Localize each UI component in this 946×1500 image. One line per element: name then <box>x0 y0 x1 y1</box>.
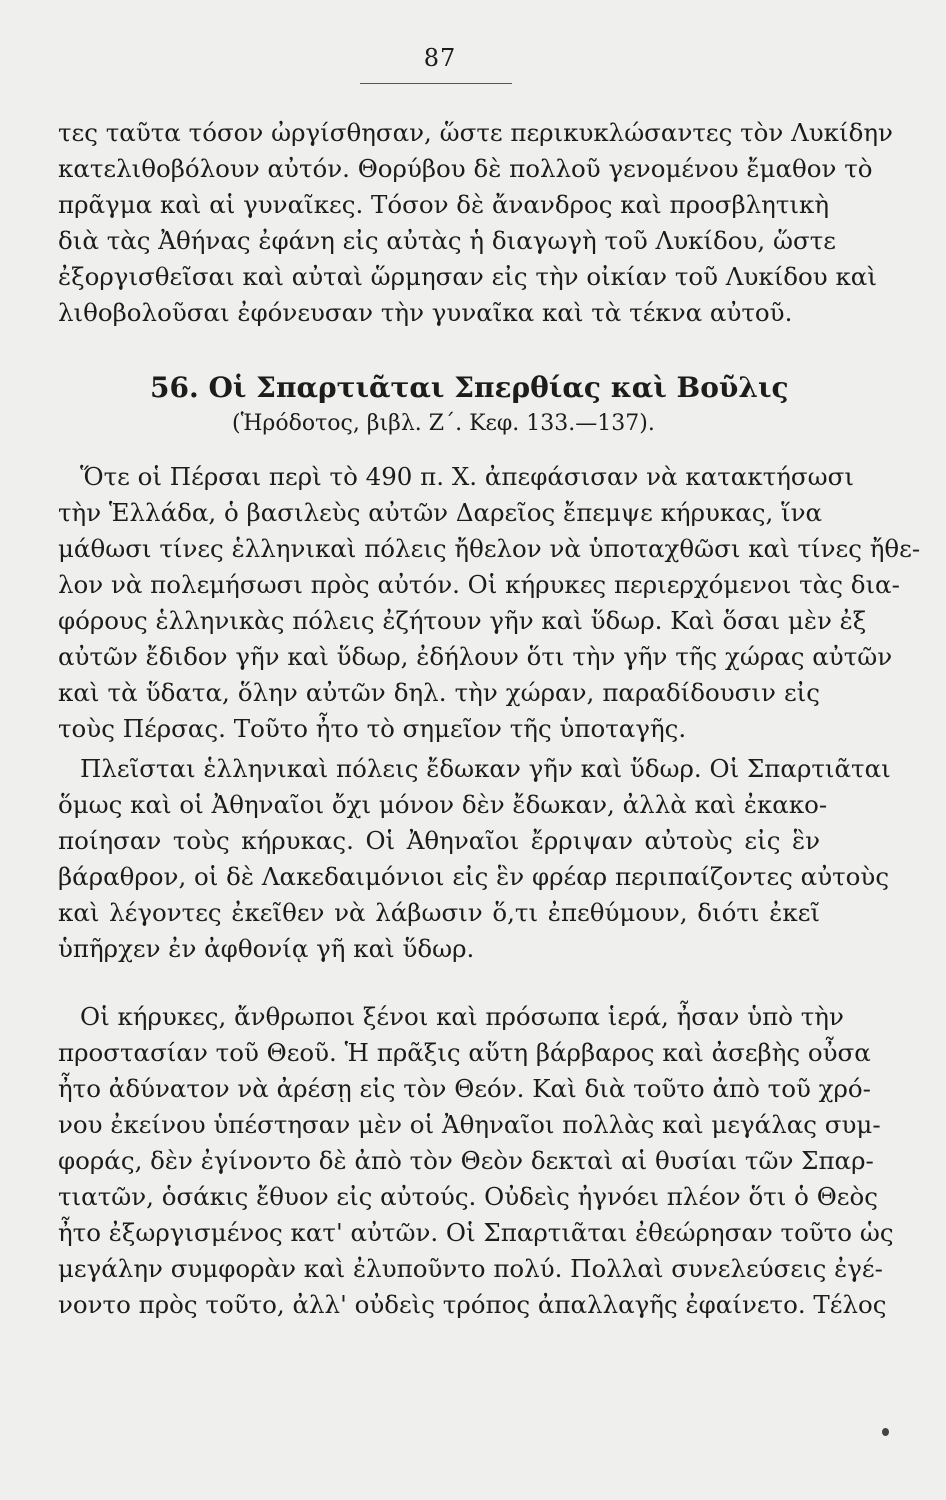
text-line: νου ἐκείνου ὑπέστησαν μὲν οἱ Ἀθηναῖοι πολλὰς καὶ μεγάλας συμ- <box>58 1110 881 1139</box>
page-number: 87 <box>423 44 457 72</box>
text-line: νοντο πρὸς τοῦτο, ἀλλ' οὐδεὶς τρόπος ἀπαλλαγῆς ἐφαίνετο. Τέλος <box>58 1290 887 1319</box>
text-line: Ὅτε οἱ Πέρσαι περὶ τὸ 490 π. Χ. ἀπεφάσισαν νὰ κατακτήσωσι <box>80 462 854 491</box>
text-line: πρᾶγμα καὶ αἱ γυναῖκες. Τόσον δὲ ἄνανδρος καὶ προσβλητικὴ <box>58 190 829 219</box>
text-line: λον νὰ πολεμήσωσι πρὸς αὐτόν. Οἱ κήρυκες περιερχόμενοι τὰς δια- <box>58 570 900 599</box>
text-line: μεγάλην συμφορὰν καὶ ἐλυποῦντο πολύ. Πολλαὶ συνελεύσεις ἐγέ- <box>58 1254 883 1283</box>
text-line: ὅμως καὶ οἱ Ἀθηναῖοι ὄχι μόνον δὲν ἔδωκαν, ἀλλὰ καὶ ἐκακο- <box>58 790 828 819</box>
text-line: ὑπῆρχεν ἐν ἀφθονίᾳ γῆ καὶ ὕδωρ. <box>58 934 475 963</box>
text-line: Πλεῖσται ἑλληνικαὶ πόλεις ἔδωκαν γῆν καὶ ὕδωρ. Οἱ Σπαρτιᾶται <box>80 754 891 783</box>
text-line: βάραθρον, οἱ δὲ Λακεδαιμόνιοι εἰς ἓν φρέαρ περιπαίζοντες αὐτοὺς <box>58 862 890 891</box>
text-line: προστασίαν τοῦ Θεοῦ. Ἡ πρᾶξις αὕτη βάρβαρος καὶ ἀσεβὴς οὖσα <box>58 1038 871 1067</box>
text-line: τες ταῦτα τόσον ὠργίσθησαν, ὥστε περικυκλώσαντες τὸν Λυκίδην <box>58 118 893 147</box>
text-line: κατελιθοβόλουν αὐτόν. Θορύβου δὲ πολλοῦ γενομένου ἔμαθον τὸ <box>58 154 873 183</box>
text-line: τὴν Ἑλλάδα, ὁ βασιλεὺς αὐτῶν Δαρεῖος ἔπεμψε κήρυκας, ἵνα <box>58 498 823 527</box>
text-line: ἦτο ἀδύνατον νὰ ἀρέσῃ εἰς τὸν Θεόν. Καὶ διὰ τοῦτο ἀπὸ τοῦ χρό- <box>58 1074 871 1103</box>
text-line: ποίησαν τοὺς κήρυκας. Οἱ Ἀθηναῖοι ἔρριψαν αὐτοὺς εἰς ἓν <box>58 826 820 855</box>
text-line: λιθοβολοῦσαι ἐφόνευσαν τὴν γυναῖκα καὶ τὰ τέκνα αὐτοῦ. <box>58 298 793 327</box>
text-line: φοράς, δὲν ἐγίνοντο δὲ ἀπὸ τὸν Θεὸν δεκταὶ αἱ θυσίαι τῶν Σπαρ- <box>58 1146 874 1175</box>
text-line: ἐξοργισθεῖσαι καὶ αὐταὶ ὥρμησαν εἰς τὴν οἰκίαν τοῦ Λυκίδου καὶ <box>58 262 877 291</box>
text-line: τοὺς Πέρσας. Τοῦτο ἦτο τὸ σημεῖον τῆς ὑποταγῆς. <box>58 714 687 743</box>
text-line: καὶ τὰ ὕδατα, ὅλην αὐτῶν δηλ. τὴν χώραν, παραδίδουσιν εἰς <box>58 678 820 707</box>
header-rule <box>360 83 512 84</box>
ink-speck <box>882 1428 889 1436</box>
section-source: (Ἡρόδοτος, βιβλ. Ζ΄. Κεφ. 133.—137). <box>232 411 655 436</box>
text-line: φόρους ἑλληνικὰς πόλεις ἐζήτουν γῆν καὶ ὕδωρ. Καὶ ὅσαι μὲν ἐξ <box>58 606 867 635</box>
text-line: μάθωσι τίνες ἑλληνικαὶ πόλεις ἤθελον νὰ ὑποταχθῶσι καὶ τίνες ἤθε- <box>58 534 921 563</box>
text-line: καὶ λέγοντες ἐκεῖθεν νὰ λάβωσιν ὅ,τι ἐπεθύμουν, διότι ἐκεῖ <box>58 898 820 927</box>
text-line: ἦτο ἐξωργισμένος κατ' αὐτῶν. Οἱ Σπαρτιᾶται ἐθεώρησαν τοῦτο ὡς <box>58 1218 894 1247</box>
section-heading: 56. Οἱ Σπαρτιᾶται Σπερθίας καὶ Βοῦλις <box>150 371 789 404</box>
text-line: διὰ τὰς Ἀθήνας ἐφάνη εἰς αὐτὰς ἡ διαγωγὴ τοῦ Λυκίδου, ὥστε <box>58 226 836 255</box>
text-line: αὐτῶν ἔδιδον γῆν καὶ ὕδωρ, ἐδήλουν ὅτι τὴν γῆν τῆς χώρας αὐτῶν <box>58 642 893 671</box>
text-line: τιατῶν, ὁσάκις ἔθυον εἰς αὐτούς. Οὐδεὶς ἠγνόει πλέον ὅτι ὁ Θεὸς <box>58 1182 878 1211</box>
text-line: Οἱ κήρυκες, ἄνθρωποι ξένοι καὶ πρόσωπα ἱερά, ἦσαν ὑπὸ τὴν <box>80 1002 844 1031</box>
